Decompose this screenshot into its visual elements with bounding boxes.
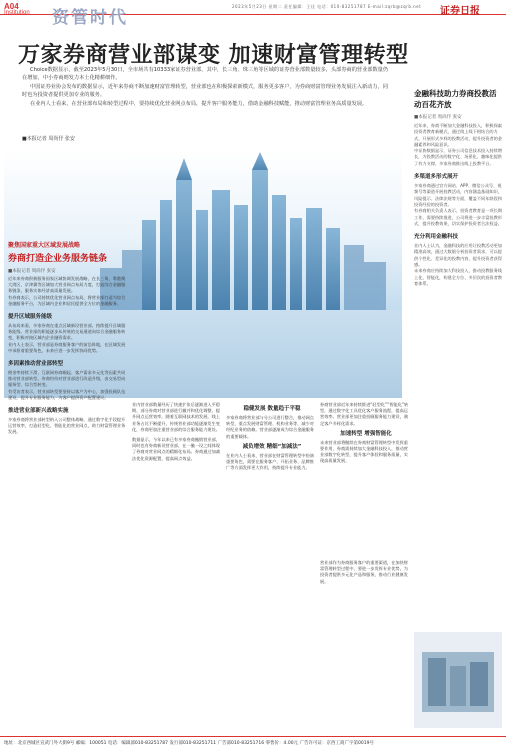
column-subhead: 减负增效 精细“加减法”	[242, 443, 302, 450]
page-number: A04	[4, 2, 19, 11]
body-paragraph: 多家券商将营业部与分公司进行整合，推动网点转型，重点发展财富管理、机构业务等，减少对经纪业务的依赖。营业部逐渐成为综合金融服务的重要载体。	[226, 415, 314, 439]
column-subhead: 加速转型 增强智能化	[340, 430, 392, 437]
body-column-1	[132, 402, 224, 462]
right-article-byline: ■本报记者 周尚伃 张安	[414, 115, 462, 120]
masthead: 证券日报	[440, 6, 480, 17]
section-title: 资管时代	[52, 8, 128, 28]
body-column-2	[226, 402, 318, 471]
body-paragraph: 数据显示，今年以来已有多家券商撤销营业部，同时也有券商新设营业部，在一撤一设之间体现了券商对营业网点的精细化布局。券商通过加减法优化资源配置，提高网点效益。	[132, 437, 220, 461]
sidebar-paragraph: 业内人士表示，营业部是券商服务客户的前沿阵地，在区域发展中承担着重要角色，未来应进一步发挥协同优势。	[8, 341, 126, 353]
lead-paragraph: Choice数据显示，截至2023年5月30日，全市场共有10333家证券营业部。其中，长三角、珠三角等区域的证券营业部数量较多，头部券商的营业部数量仍在增加，中小券商则发力本土化精耕细作。	[22, 67, 389, 81]
sidebar-paragraph: 从布局来看，多家券商在重点区域新设营业部，持续提升区域服务能级。营业部的职能逐步从传统的交易通道向综合金融服务转变，积极对接区域内企业融资需求。	[8, 323, 126, 341]
body-column-4	[320, 560, 410, 585]
sidebar-title: 券商打造企业务服务链条	[8, 254, 108, 264]
sidebar-subhead: 多因素推动营业部转型	[8, 361, 64, 368]
page-subtitle: Institution	[4, 10, 30, 16]
body-paragraph: 未来营业部将继续在券商财富管理转型中发挥重要作用，券商需持续加大金融科技投入，推动营业部数字化转型，提升客户体验和服务质量，实现高质量发展。	[320, 439, 408, 464]
sidebar-paragraph: 多家券商将营业部转型纳入公司整体战略，通过数字化手段提升运营效率，打造轻型化、智能化的营业网点，助力财富管理业务发展。	[8, 417, 126, 435]
body-paragraph: 在业内人士看来，营业部在财富管理转型中扮演重要角色，需要在服务客户、开拓业务、品牌推广等方面发挥更大作用，持续提升专业能力。	[226, 452, 314, 471]
right-column-article	[414, 88, 502, 287]
byline: ■本报记者 周尚伃 张安	[22, 136, 75, 142]
bottom-right-image	[414, 632, 502, 728]
body-paragraph: 业内营业部数量经历了快速扩张后逐渐进入平稳期，部分券商对营业部进行撤并和优化调整，提升网点运营效率。随着互联网技术的发展，线上业务占比不断提升，传统营业部功能逐渐发生变化，券商更加注重营业部的综合服务能力建设。	[132, 402, 220, 432]
lead-paragraph: 在业内人士看来，在营业部布局和转型过程中，要持续优化营业网点布局，提升客户服务能力，借助金融科技赋能，推动财富管理业务高质量发展。	[30, 101, 368, 107]
lead-paragraphs	[22, 66, 390, 109]
sidebar-byline: ■本报记者 周尚伃 张安	[8, 269, 56, 274]
body-paragraph: 券商营业部近年来持续推进“轻型化”“智能化”转型，通过数字化工具优化客户服务流程，提高运营效率。营业部更加注重投顾服务能力建设，满足客户多样化需求。	[320, 402, 409, 426]
sidebar-paragraph: 有受访者表示，营业部转型要坚持以客户为中心，加强投顾队伍建设，提升专业服务能力，为客户提供资产配置建议。	[8, 388, 126, 400]
body-paragraph: 营业部作为券商服务客户的重要渠道，在加快财富管理转型过程中，要进一步发挥专业优势，为投资者提供多元化产品和服务，推动行业健康发展。	[320, 560, 408, 584]
sidebar-subhead: 提升区域服务能级	[8, 314, 53, 321]
headline: 万家券商营业部谋变 加速财富管理转型	[18, 42, 409, 68]
sidebar-paragraph: 近年来券商积极服务国家区域协调发展战略，在长三角、粤港澳大湾区、京津冀等区域加大营业网点布局力度，打造综合金融服务链条，服务实体经济高质量发展。	[8, 276, 126, 294]
lead-paragraph: 中国证券业协会发布的数据显示，近年来券商不断加速财富管理转型，营业部也在积极探索新模式，服务更多客户，为券商财富管理业务发展注入新动力，同时也为投资者提供更加专业的服务。	[22, 84, 388, 98]
header-info: 2023年5月23日 星期二 责任编辑：王佳 电话：010-83251787 E-mail:zqrb@zqrb.net	[232, 4, 422, 9]
right-article-subhead: 多渠道多形式展开	[414, 174, 459, 181]
right-article-paragraph: 业内人士认为，金融科技的应用让投教活动更加精准高效，通过大数据分析投资者需求，可以提供个性化、差异化的投教内容，提升投资者获得感。	[414, 243, 502, 268]
sidebar-tag: 聚焦国家重大区域发展战略	[8, 242, 81, 249]
sidebar-paragraph: 有券商表示，公司持续优化营业网点布局，将营业部打造为综合金融服务平台，为区域内企业和居民提供全方位的金融服务。	[8, 294, 126, 306]
right-article-paragraph: 多家券商通过官方网站、APP、微信公众号、视频号等渠道开展投教活动，内容涵盖基础知识、风险提示、法律法规等方面，覆盖不同年龄段和投资经验的投资者。	[414, 183, 502, 207]
right-article-paragraph: 中证协数据显示，证券公司信息技术投入持续增长，为投教活动的数字化、场景化、趣味化提供了有力支撑，多家券商推出线上投教平台。	[414, 148, 502, 166]
left-sidebar-article	[8, 240, 126, 436]
right-article-title: 金融科技助力券商投教活动百花齐放	[414, 89, 497, 109]
right-article-paragraph: 未来券商应持续加大科技投入，推动投教服务线上化、智能化，构建全方位、多层次的投资者教育体系。	[414, 268, 502, 286]
sidebar-subhead: 推进营业部新兴战略实施	[8, 408, 69, 415]
right-article-paragraph: 有券商相关负责人表示，投资者教育是一项长期工作，需要持续推进，公司将进一步丰富投教形式，提升投教效果，切实保护投资者合法权益。	[414, 208, 502, 226]
column-subhead: 稳健发展 数量趋于平稳	[243, 406, 301, 412]
right-article-subhead: 充分利用金融科技	[414, 234, 459, 241]
body-column-3	[320, 402, 412, 465]
footer: 地址：北京西城区宣武门外大街9号 邮编：100051 电话：编辑部010-83251787 发行部010-83251711 广告部010-83251716 零售价：4.00元 广告许可证：京西工商广字第0019号	[0, 736, 506, 750]
sidebar-paragraph: 佣金率持续下滑、互联网券商崛起、客户需求多元化等因素共同推动营业部转型。券商纷纷对营业部进行改造升级，由交易型向服务型、综合型转变。	[8, 370, 126, 388]
right-article-paragraph: 近年来，券商不断加大金融科技投入，积极探索投资者教育新模式，通过线上线下相结合的方式，开展形式多样的投教活动，提升投资者的金融素养和风险意识。	[414, 123, 502, 147]
